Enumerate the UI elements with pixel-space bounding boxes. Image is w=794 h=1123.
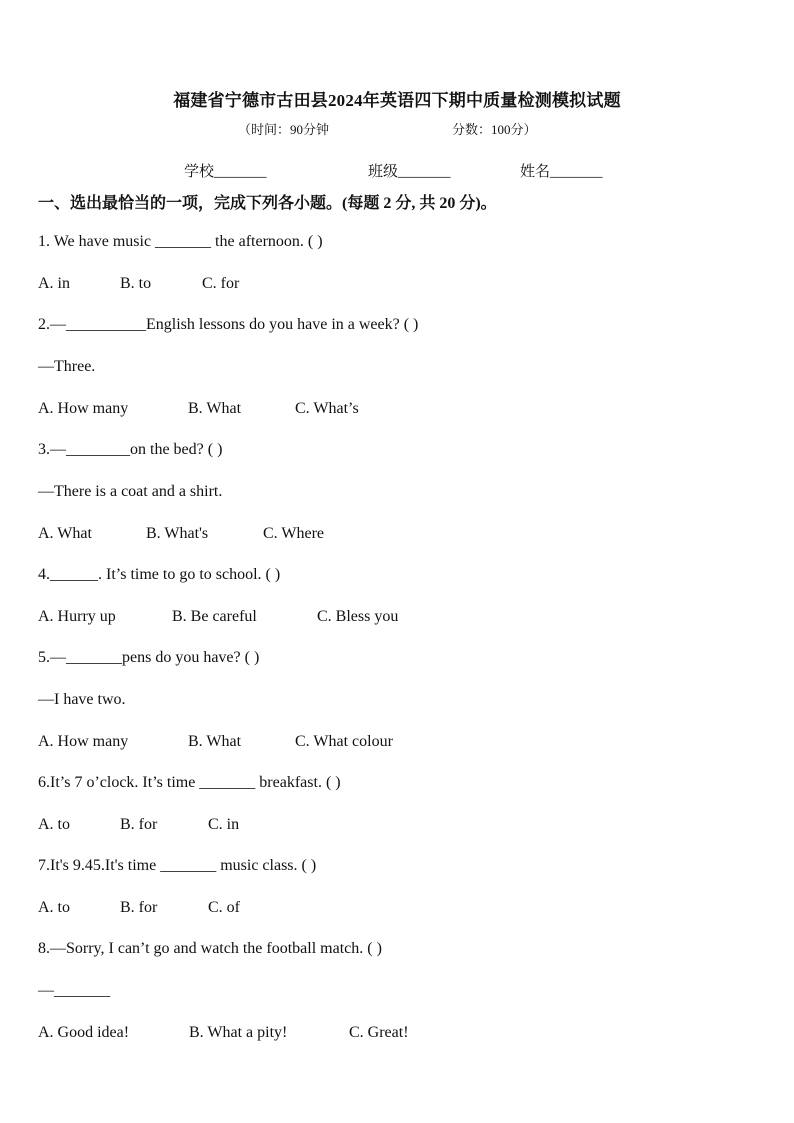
question-3-option-a: A. What [38, 525, 92, 542]
name-field: 姓名_______ [520, 164, 603, 180]
school-field: 学校_______ [184, 164, 267, 180]
question-3-option-b: B. What's [146, 525, 209, 542]
question-4-option-b: B. Be careful [172, 608, 257, 625]
exam-score: 分数：100分） [452, 122, 537, 137]
question-8-answer: —_______ [38, 982, 110, 999]
question-5-answer: —I have two. [38, 691, 126, 708]
question-7-stem: 7.It's 9.45.It's time _______ music class. ( ) [38, 857, 317, 874]
question-2-option-b: B. What [188, 400, 242, 417]
question-5-stem: 5.—_______pens do you have? ( ) [38, 649, 260, 666]
section-heading: 一、选出最恰当的一项，完成下列各小题。(每题 2 分, 共 20 分)。 [38, 195, 497, 212]
question-1-option-a: A. in [38, 275, 70, 292]
question-5-option-c: C. What colour [295, 733, 393, 750]
exam-time: （时间：90分钟 [238, 122, 330, 137]
class-field: 班级_______ [368, 164, 451, 180]
question-5-option-a: A. How many [38, 733, 129, 750]
question-6-option-a: A. to [38, 816, 70, 833]
student-info [0, 160, 794, 180]
question-7-option-b: B. for [120, 899, 158, 916]
question-3-stem: 3.—________on the bed? ( ) [38, 441, 223, 458]
question-8-option-c: C. Great! [349, 1024, 409, 1041]
question-1-stem: 1. We have music _______ the afternoon. ( ) [38, 233, 323, 250]
question-8-option-b: B. What a pity! [189, 1024, 288, 1041]
question-4-stem: 4.______. It’s time to go to school. ( ) [38, 566, 281, 583]
question-7-option-c: C. of [208, 899, 240, 916]
question-6-option-b: B. for [120, 816, 158, 833]
question-2-option-c: C. What’s [295, 400, 359, 417]
question-3-answer: —There is a coat and a shirt. [38, 483, 223, 500]
question-6-option-c: C. in [208, 816, 240, 833]
question-2-answer: —Three. [38, 358, 96, 375]
exam-meta [238, 119, 537, 138]
question-8-stem: 8.—Sorry, I can’t go and watch the football match. ( ) [38, 940, 382, 957]
question-1-option-c: C. for [202, 275, 240, 292]
question-5-option-b: B. What [188, 733, 242, 750]
question-7-option-a: A. to [38, 899, 70, 916]
question-6-stem: 6.It’s 7 o’clock. It’s time _______ breakfast. ( ) [38, 774, 341, 791]
question-3-option-c: C. Where [263, 525, 325, 542]
question-4-option-a: A. Hurry up [38, 608, 116, 625]
question-4-option-c: C. Bless you [317, 608, 399, 625]
question-2-option-a: A. How many [38, 400, 129, 417]
question-8-option-a: A. Good idea! [38, 1024, 130, 1041]
page-title: 福建省宁德市古田县2024年英语四下期中质量检测模拟试题 [173, 91, 621, 110]
question-2-stem: 2.—__________English lessons do you have in a week? ( ) [38, 316, 419, 333]
question-1-option-b: B. to [120, 275, 152, 292]
